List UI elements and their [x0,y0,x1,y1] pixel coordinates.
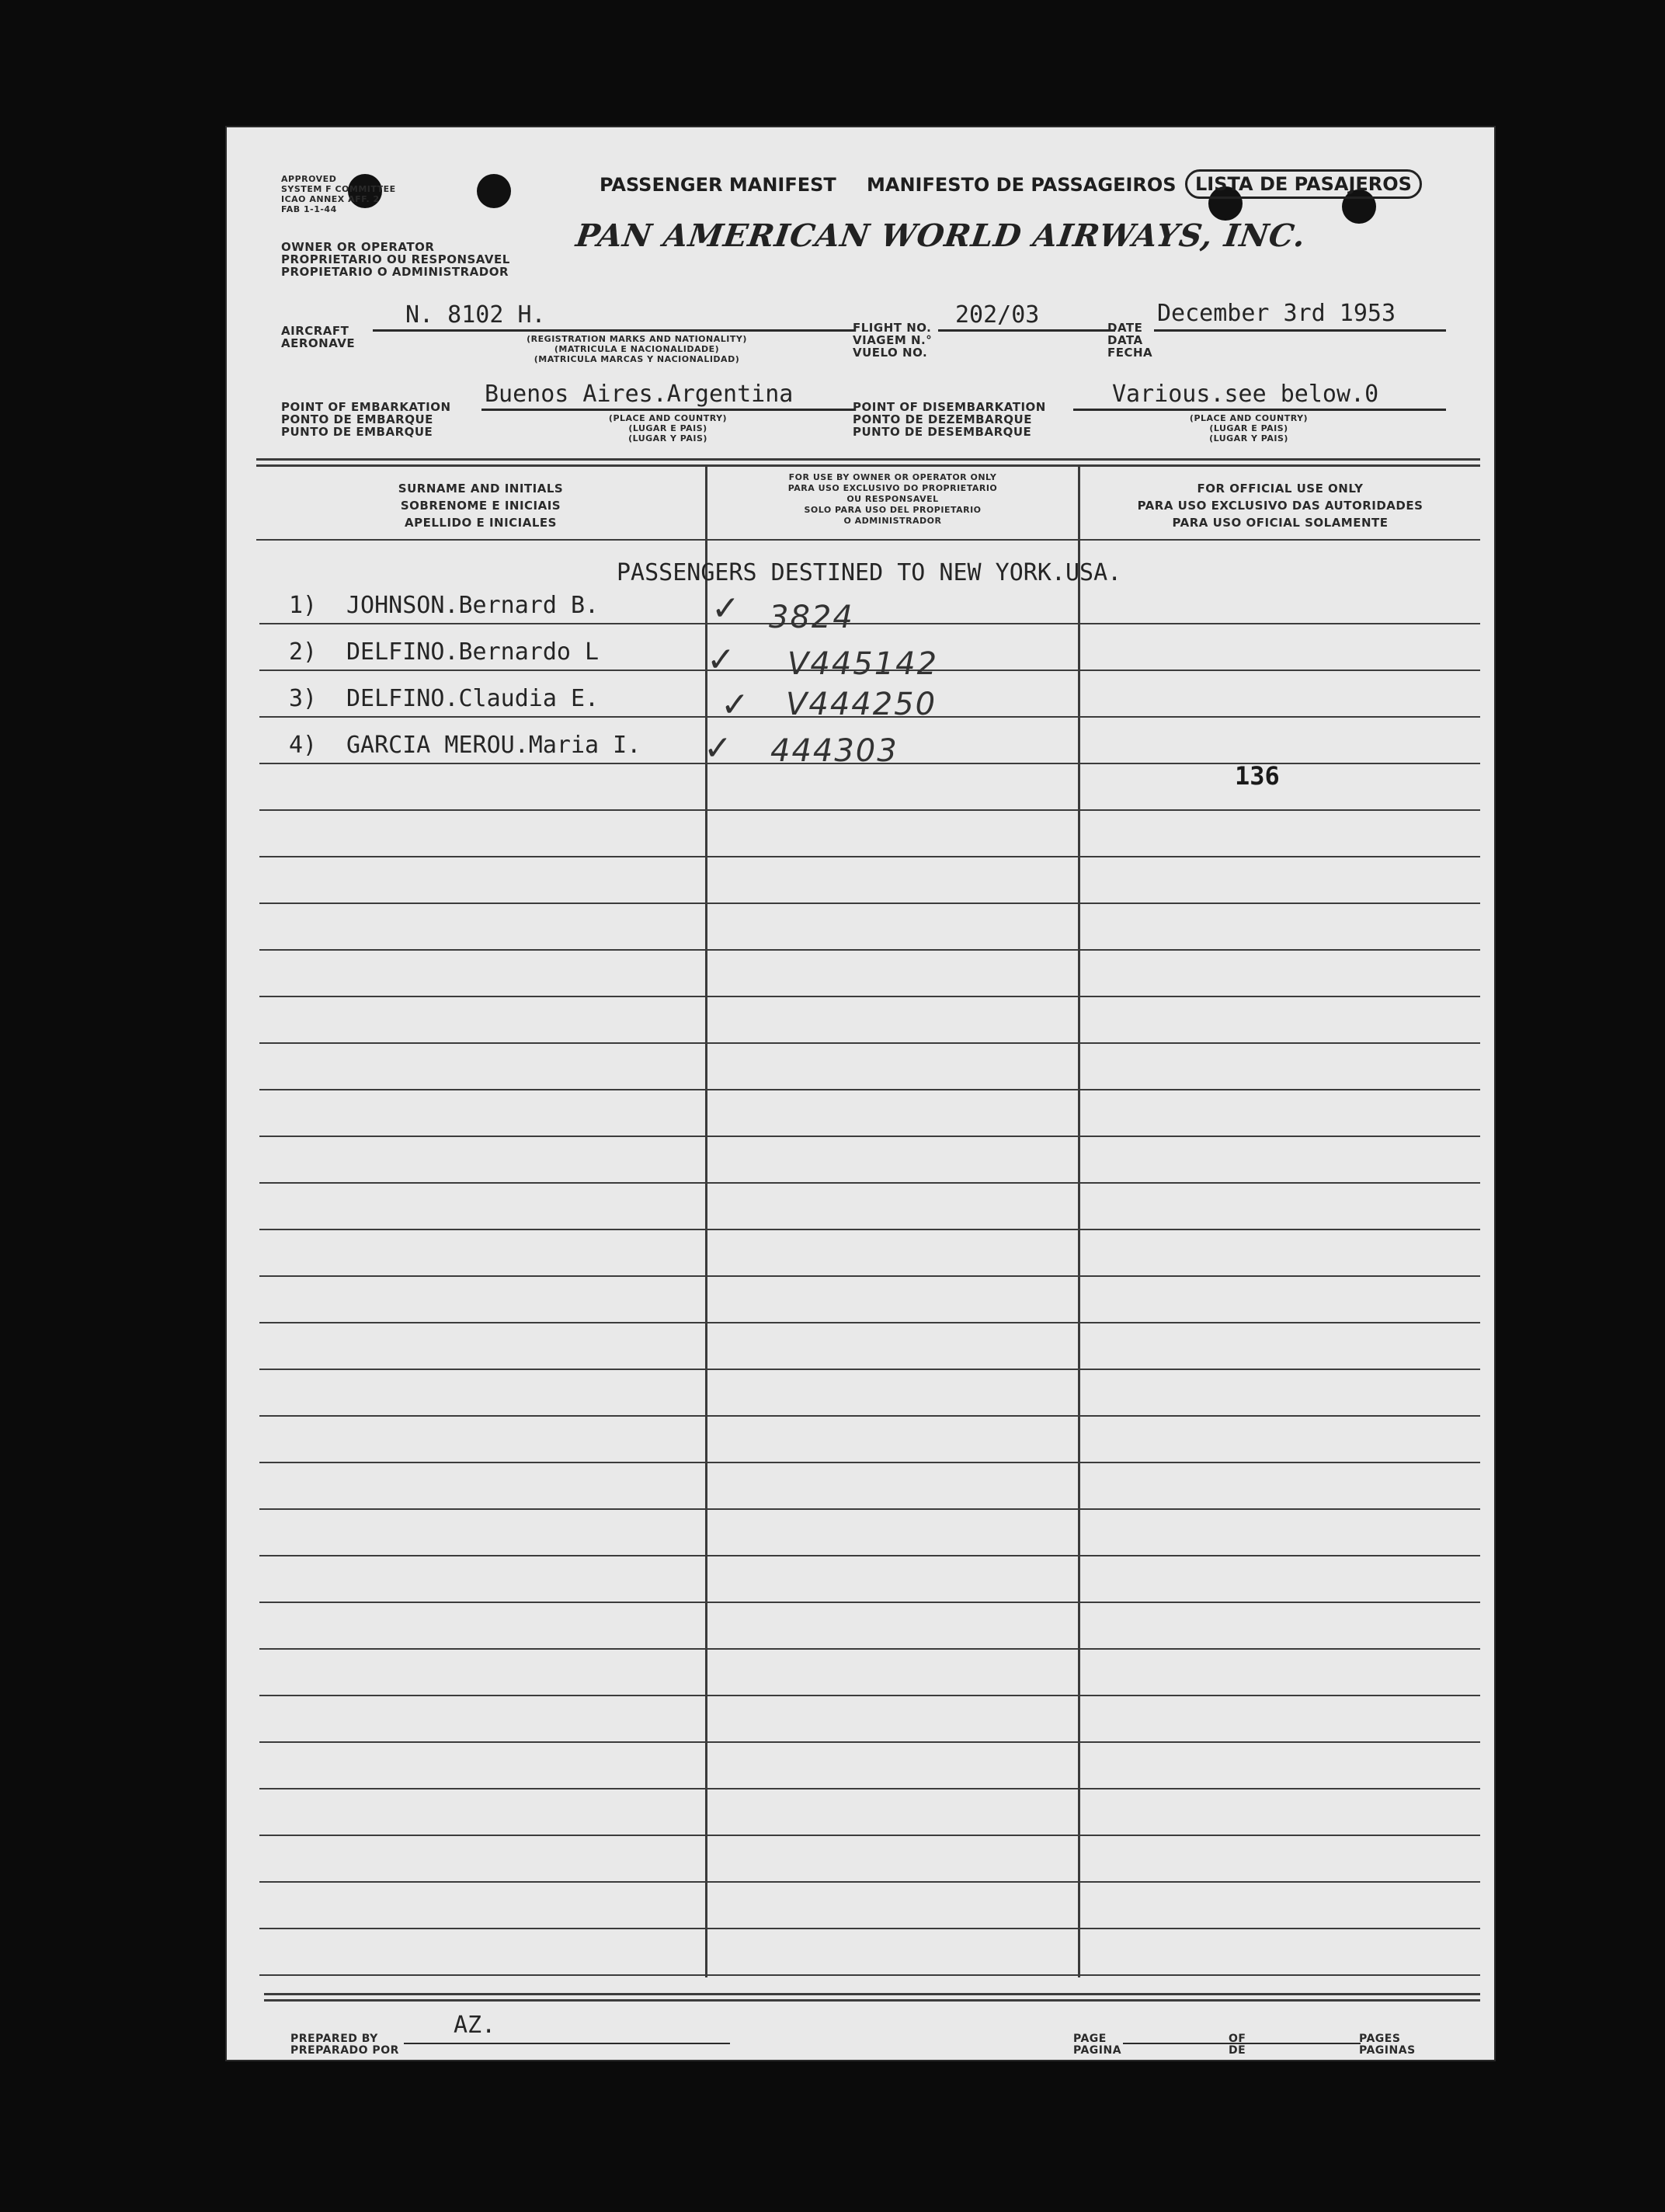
column-divider [705,464,707,1977]
embarkation-label: POINT OF EMBARKATION PONTO DE EMBARQUE PUNTO DE EMBARQUE [281,400,451,439]
aircraft-caption: (REGISTRATION MARKS AND NATIONALITY) (MATRICULA E NACIONALIDADE) (MATRICULA MARCAS Y NACIONALIDAD) [527,334,747,364]
check-mark: ✓ [721,685,749,725]
ruled-line [259,1229,1480,1230]
passenger-code: V445142 [787,646,939,682]
prepared-by-label: PREPARED BY PREPARADO POR [290,2033,399,2057]
ruled-line [259,1322,1480,1323]
date-label: DATE DATA FECHA [1107,321,1153,360]
column-header-name: SURNAME AND INITIALS SOBRENOME E INICIAIS APELLIDO E INICIALES [398,482,564,530]
pages-label: PAGES PAGINAS [1359,2033,1416,2057]
ruled-line [259,1835,1480,1836]
title-portuguese: MANIFESTO DE PASSAGEIROS [867,174,1177,196]
row-number: 3) [289,685,318,712]
ruled-line [259,1555,1480,1556]
title-english: PASSENGER MANIFEST [600,174,836,196]
column-header-official: FOR OFFICIAL USE ONLY PARA USO EXCLUSIVO DAS AUTORIDADES PARA USO OFICIAL SOLAMENTE [1137,482,1423,530]
page-underline [1123,2013,1270,2044]
flight-label: FLIGHT NO. VIAGEM N.° VUELO NO. [853,321,933,360]
ruled-line [259,1042,1480,1044]
aircraft-label: AIRCRAFT AERONAVE [281,324,356,350]
ruled-line [259,1928,1480,1929]
ruled-line [259,1602,1480,1603]
row-number: 1) [289,592,318,619]
airline-name: PAN AMERICAN WORLD AIRWAYS, INC. [573,217,1309,254]
page-label: PAGE PAGINA [1073,2033,1122,2057]
ruled-line [259,996,1480,997]
prepared-by-underline [404,2013,730,2044]
ruled-line [259,1182,1480,1184]
ruled-line [259,1136,1480,1137]
check-mark: ✓ [711,589,740,628]
table-top-rule [256,458,1480,461]
of-underline [1252,2013,1361,2044]
table-bottom-rule [264,1993,1480,1995]
ruled-line [259,856,1480,857]
row-number: 4) [289,732,318,759]
ruled-line [259,1275,1480,1277]
disembarkation-label: POINT OF DISEMBARKATION PONTO DE DEZEMBARQUE PUNTO DE DESEMBARQUE [853,400,1046,439]
passenger-name: DELFINO.Claudia E. [346,685,600,712]
disembarkation-caption: (PLACE AND COUNTRY) (LUGAR E PAIS) (LUGAR Y PAIS) [1189,413,1309,443]
approval-block: APPROVED SYSTEM F COMMITTEE ICAO ANNEX AFF. 2 FAB 1-1-44 [281,174,396,214]
ruled-line [259,949,1480,951]
ruled-line [259,1974,1480,1976]
embarkation-value: Buenos Aires.Argentina [485,381,794,408]
column-divider [1078,464,1080,1977]
ruled-line [259,809,1480,811]
disembarkation-value: Various.see below.0 [1112,381,1379,408]
ruled-line [259,1788,1480,1789]
check-mark: ✓ [707,640,735,680]
ruled-line [259,1881,1480,1883]
table-bottom-rule [264,1999,1480,2002]
ruled-line [259,1415,1480,1417]
passenger-name: GARCIA MEROU.Maria I. [346,732,641,759]
row-number: 2) [289,638,318,666]
passenger-name: JOHNSON.Bernard B. [346,592,600,619]
official-number: 136 [1235,761,1280,791]
ruled-line [259,1369,1480,1370]
ruled-line [259,1462,1480,1463]
title-spanish: LISTA DE PASAJEROS [1185,169,1422,199]
punch-hole [477,174,511,208]
passenger-code: V444250 [786,687,937,722]
flight-value: 202/03 [955,301,1040,329]
column-header-operator: FOR USE BY OWNER OR OPERATOR ONLY PARA USO EXCLUSIVO DO PROPRIETARIO OU RESPONSAVEL SOLO PARA USO DEL PROPIETARIO O ADMINISTRADOR [787,472,998,526]
check-mark: ✓ [704,729,732,768]
embarkation-caption: (PLACE AND COUNTRY) (LUGAR E PAIS) (LUGAR Y PAIS) [608,413,728,443]
aircraft-value: N. 8102 H. [405,301,546,329]
passenger-name: DELFINO.Bernardo L [346,638,600,666]
passenger-code: 3824 [769,600,854,635]
table-top-rule [256,464,1480,467]
date-value: December 3rd 1953 [1157,300,1396,327]
ruled-line [259,1741,1480,1743]
manifest-document [225,126,1496,2061]
ruled-line [259,1695,1480,1696]
ruled-line [259,1508,1480,1510]
ruled-line [259,623,1480,624]
passenger-code: 444303 [770,733,899,769]
ruled-line [259,1648,1480,1650]
section-heading: PASSENGERS DESTINED TO NEW YORK.USA. [617,559,1122,586]
of-label: OF DE [1229,2033,1246,2057]
owner-operator-label: OWNER OR OPERATOR PROPRIETARIO OU RESPONSAVEL PROPIETARIO O ADMINISTRADOR [281,240,510,279]
prepared-by-value: AZ. [454,2012,496,2039]
header-bottom-rule [256,539,1480,541]
ruled-line [259,1089,1480,1090]
ruled-line [259,903,1480,904]
